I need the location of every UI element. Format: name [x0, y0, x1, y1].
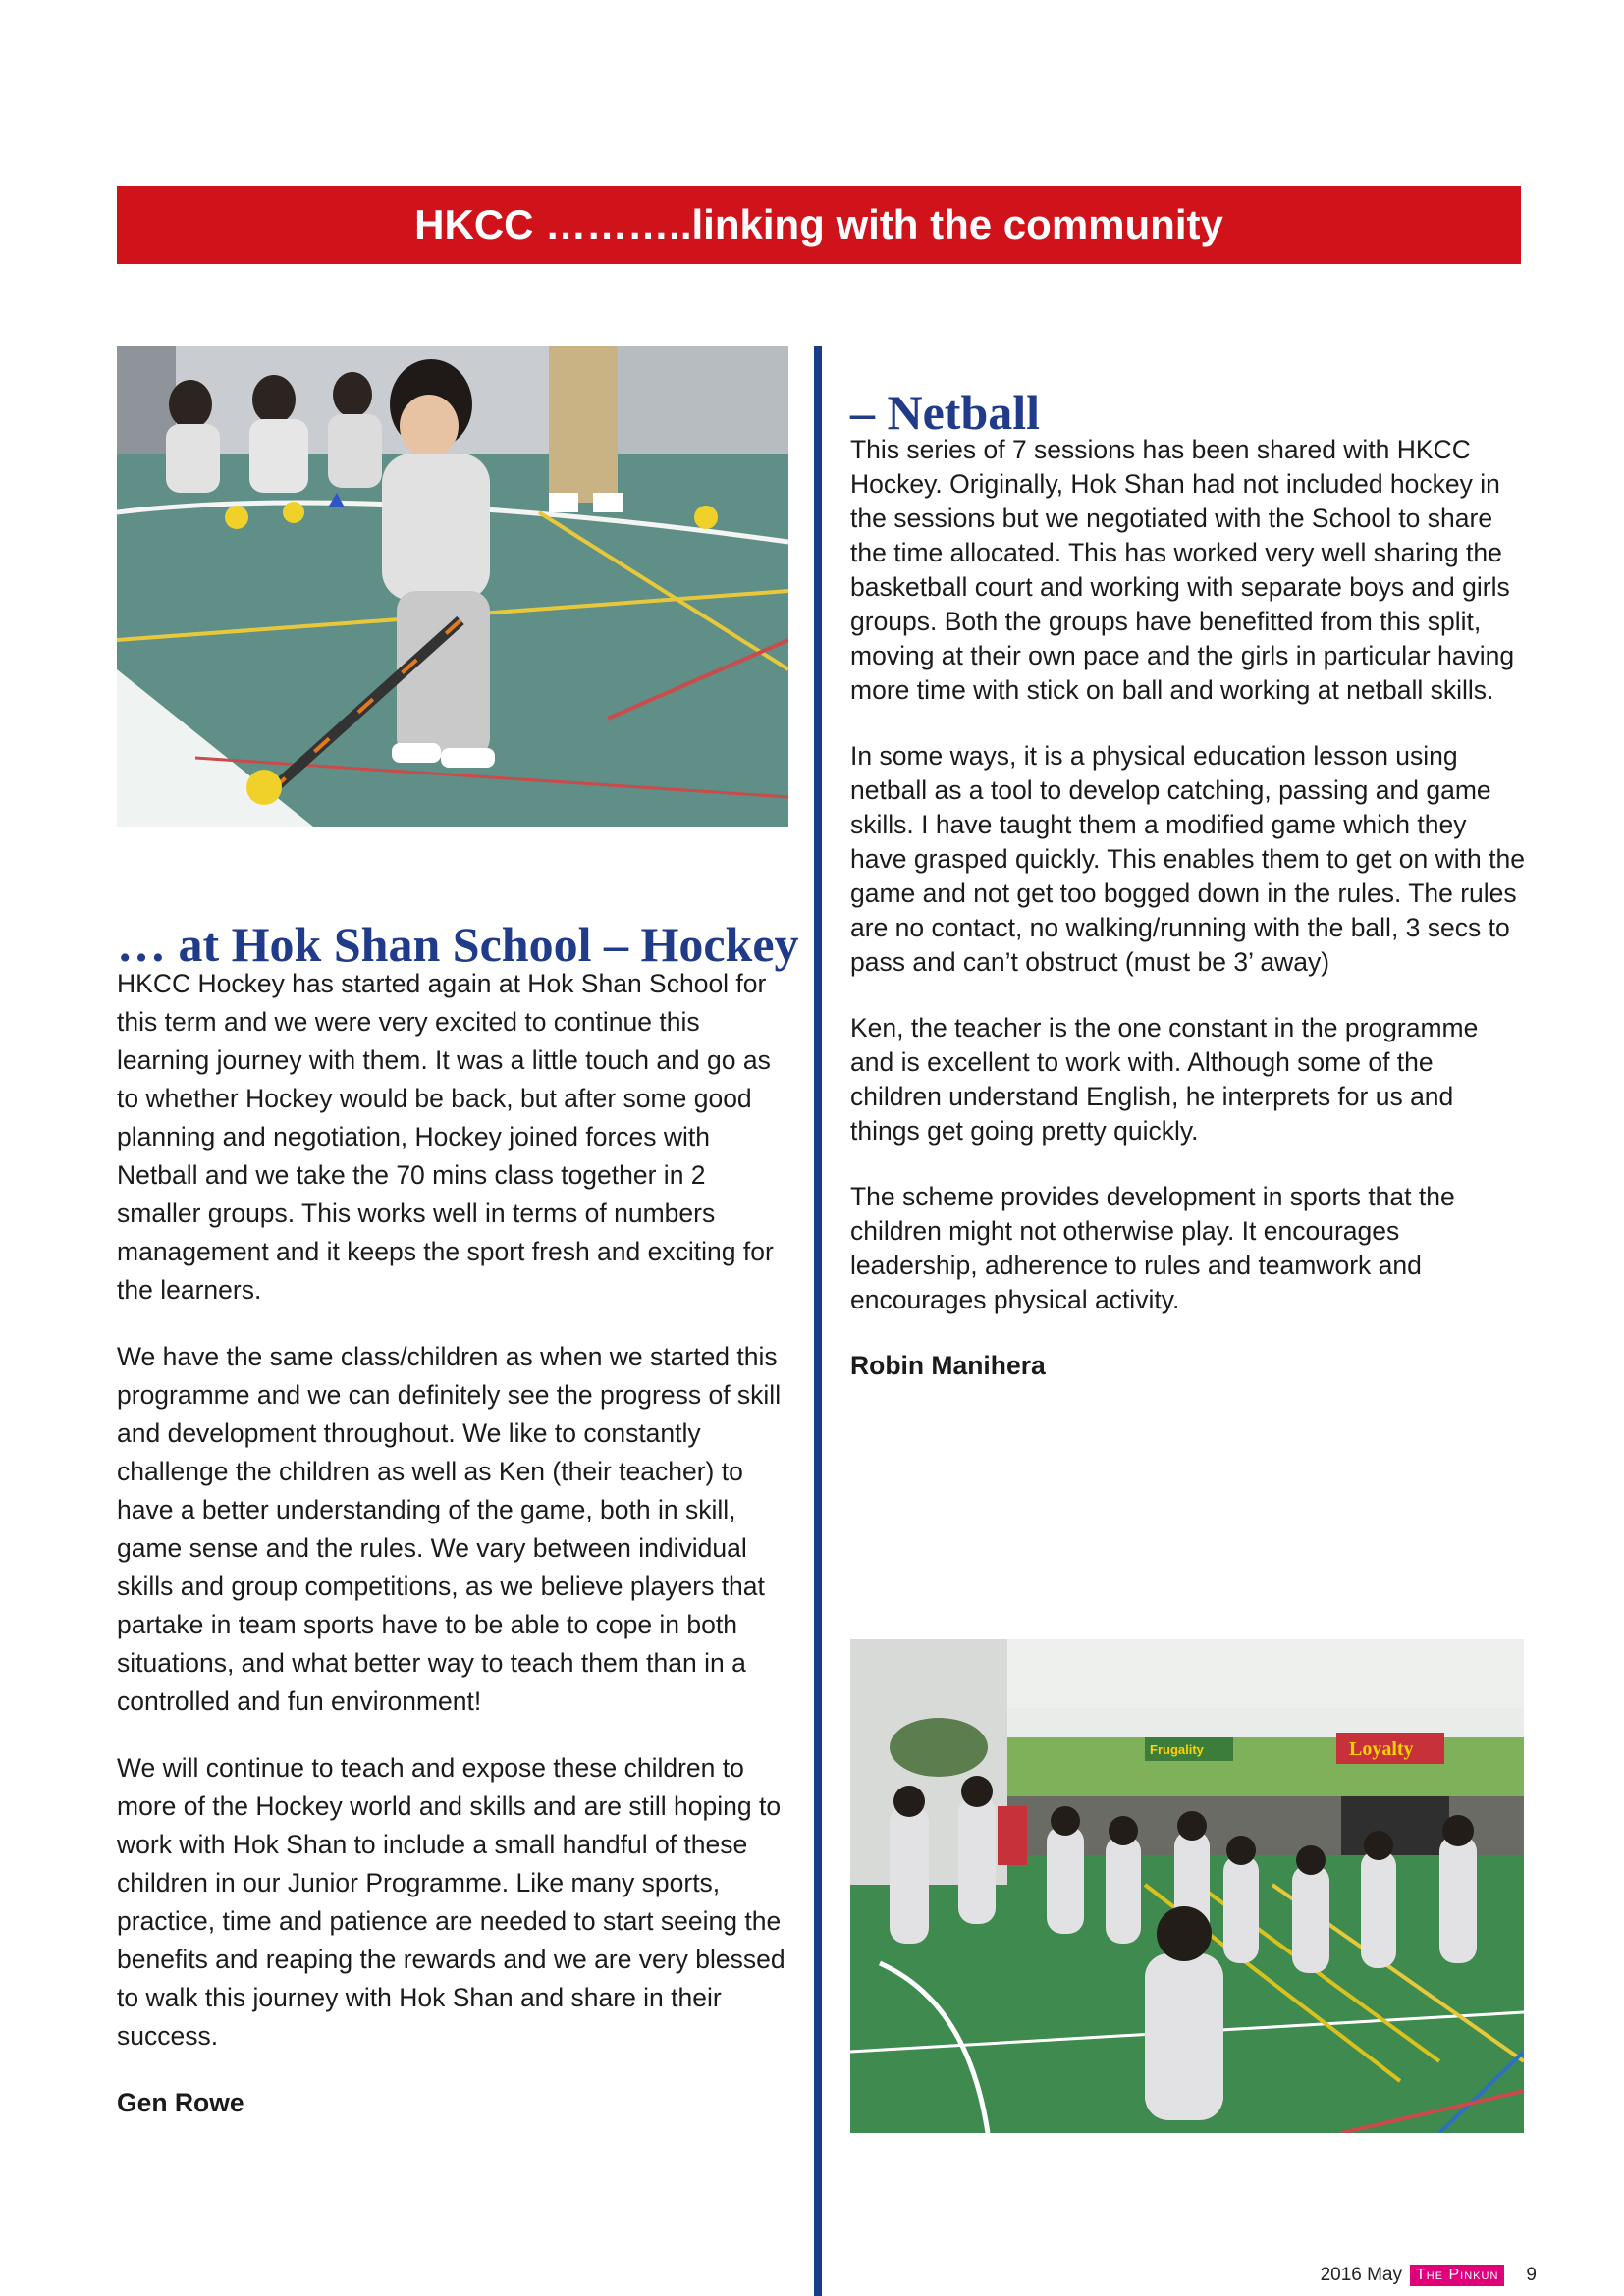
- netball-photo: [850, 1639, 1524, 2133]
- netball-article: [850, 433, 1528, 1415]
- frugality-sign: Frugality: [1150, 1742, 1204, 1757]
- netball-paragraph-4: The scheme provides development in sports that the children might not otherwise play. It encourages leadership, adherence to rules and teamwork and encourages physical activity.: [850, 1182, 1455, 1314]
- netball-author: Robin Manihera: [850, 1351, 1046, 1380]
- page-footer: [1321, 2265, 1537, 2286]
- hockey-paragraph-1: HKCC Hockey has started again at Hok Shan School for this term and we were very excited to continue this learning journey with them. It was a little touch and go as to whether Hockey would be back, but after some good planning and negotiation, Hockey joined forces with Netball and we take the 70 mins class together in 2 smaller groups. This works well in terms of numbers management and it keeps the sport fresh and exciting for the learners.: [117, 969, 774, 1305]
- hockey-heading: … at Hok Shan School – Hockey: [117, 916, 799, 972]
- publication-name: The Pinkun: [1410, 2265, 1504, 2286]
- hockey-author: Gen Rowe: [117, 2088, 244, 2117]
- netball-paragraph-1: This series of 7 sessions has been shared with HKCC Hockey. Originally, Hok Shan had not included hockey in the sessions but we negotiated with the School to share the time allocated. This has worked very well sharing the basketball court and working with separate boys and girls groups. Both the groups have benefitted from this split, moving at their own pace and the girls in particular having more time with stick on ball and working at netball skills.: [850, 435, 1515, 705]
- netball-paragraph-2: In some ways, it is a physical education lesson using netball as a tool to develop catching, passing and game skills. I have taught them a modified game which they have grasped quickly. This enables them to get on with the game and not get too bogged down in the rules. The rules are no contact, no walking/running with the ball, 3 secs to pass and can’t obstruct (must be 3’ away): [850, 741, 1525, 977]
- netball-heading: – Netball: [850, 384, 1041, 440]
- loyalty-sign: Loyalty: [1349, 1738, 1414, 1760]
- column-divider: [814, 346, 822, 2296]
- page-number: 9: [1526, 2265, 1537, 2285]
- netball-paragraph-3: Ken, the teacher is the one constant in the programme and is excellent to work with. Although some of the children understand English, he interprets for us and things get going pretty quickly.: [850, 1013, 1479, 1146]
- section-banner: HKCC ………..linking with the community: [117, 186, 1521, 264]
- footer-date: 2016 May: [1320, 2265, 1403, 2285]
- hockey-photo: [117, 346, 788, 827]
- hockey-article: [117, 965, 794, 2151]
- hockey-paragraph-3: We will continue to teach and expose these children to more of the Hockey world and skills and are still hoping to work with Hok Shan to include a small handful of these children in our Junior Programme. Like many sports, practice, time and patience are needed to start seeing the benefits and reaping the rewards and we are very blessed to walk this journey with Hok Shan and share in their success.: [117, 1753, 785, 2051]
- hockey-paragraph-2: We have the same class/children as when we started this programme and we can definitely see the progress of skill and development throughout. We like to constantly challenge the children as well as Ken (their teacher) to have a better understanding of the game, both in skill, game sense and the rules. We vary between individual skills and group competitions, as we believe players that partake in team sports have to be able to cope in both situations, and what better way to teach them than in a controlled and fun environment!: [117, 1342, 782, 1716]
